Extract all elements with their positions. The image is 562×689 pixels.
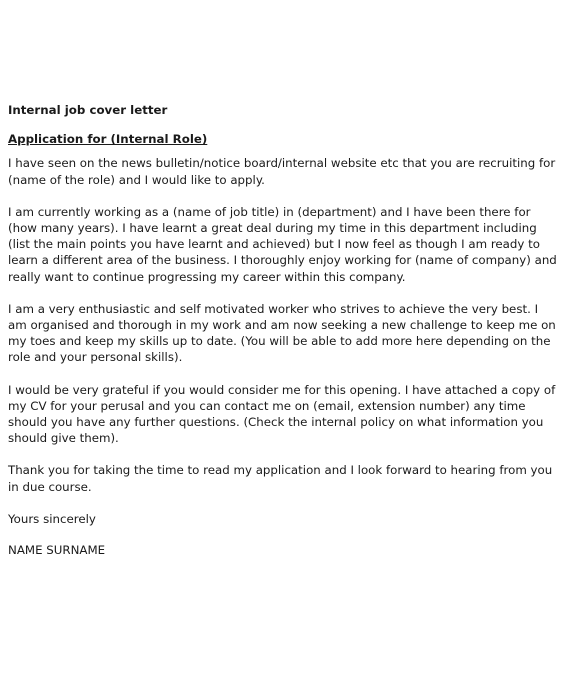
paragraph-request: I would be very grateful if you would consider me for this opening. I have attached a copy of my CV for your perusal and you can contact me on (email, extension number) any time should you have any further questions. (Check the internal policy on what information you should give them). [8,382,556,446]
paragraph-current-role: I am currently working as a (name of job title) in (department) and I have been there for (how many years). I have learnt a great deal during my time in this department including (list the main points you have learnt and achieved) but I now feel as though I am ready to learn a different area of the business. I thoroughly enjoy working for (name of company) and really want to continue progressing my career within this company. [8,204,557,284]
closing-salutation: Yours sincerely [8,511,96,526]
letter-subject: Application for (Internal Role) [8,132,208,147]
paragraph-thanks: Thank you for taking the time to read my application and I look forward to hearing from you in due course. [8,463,553,494]
cover-letter [8,102,558,558]
document-title: Internal job cover letter [8,103,168,117]
signature-name: NAME SURNAME [8,543,106,558]
paragraph-qualities: I am a very enthusiastic and self motivated worker who strives to achieve the very best. I am organised and thorough in my work and am now seeking a new challenge to keep me on my toes and keep my skills up to date. (You will be able to add more here depending on the role and your personal skills). [8,301,556,365]
paragraph-intro: I have seen on the news bulletin/notice board/internal website etc that you are recruiting for (name of the role) and I would like to apply. [8,156,556,187]
